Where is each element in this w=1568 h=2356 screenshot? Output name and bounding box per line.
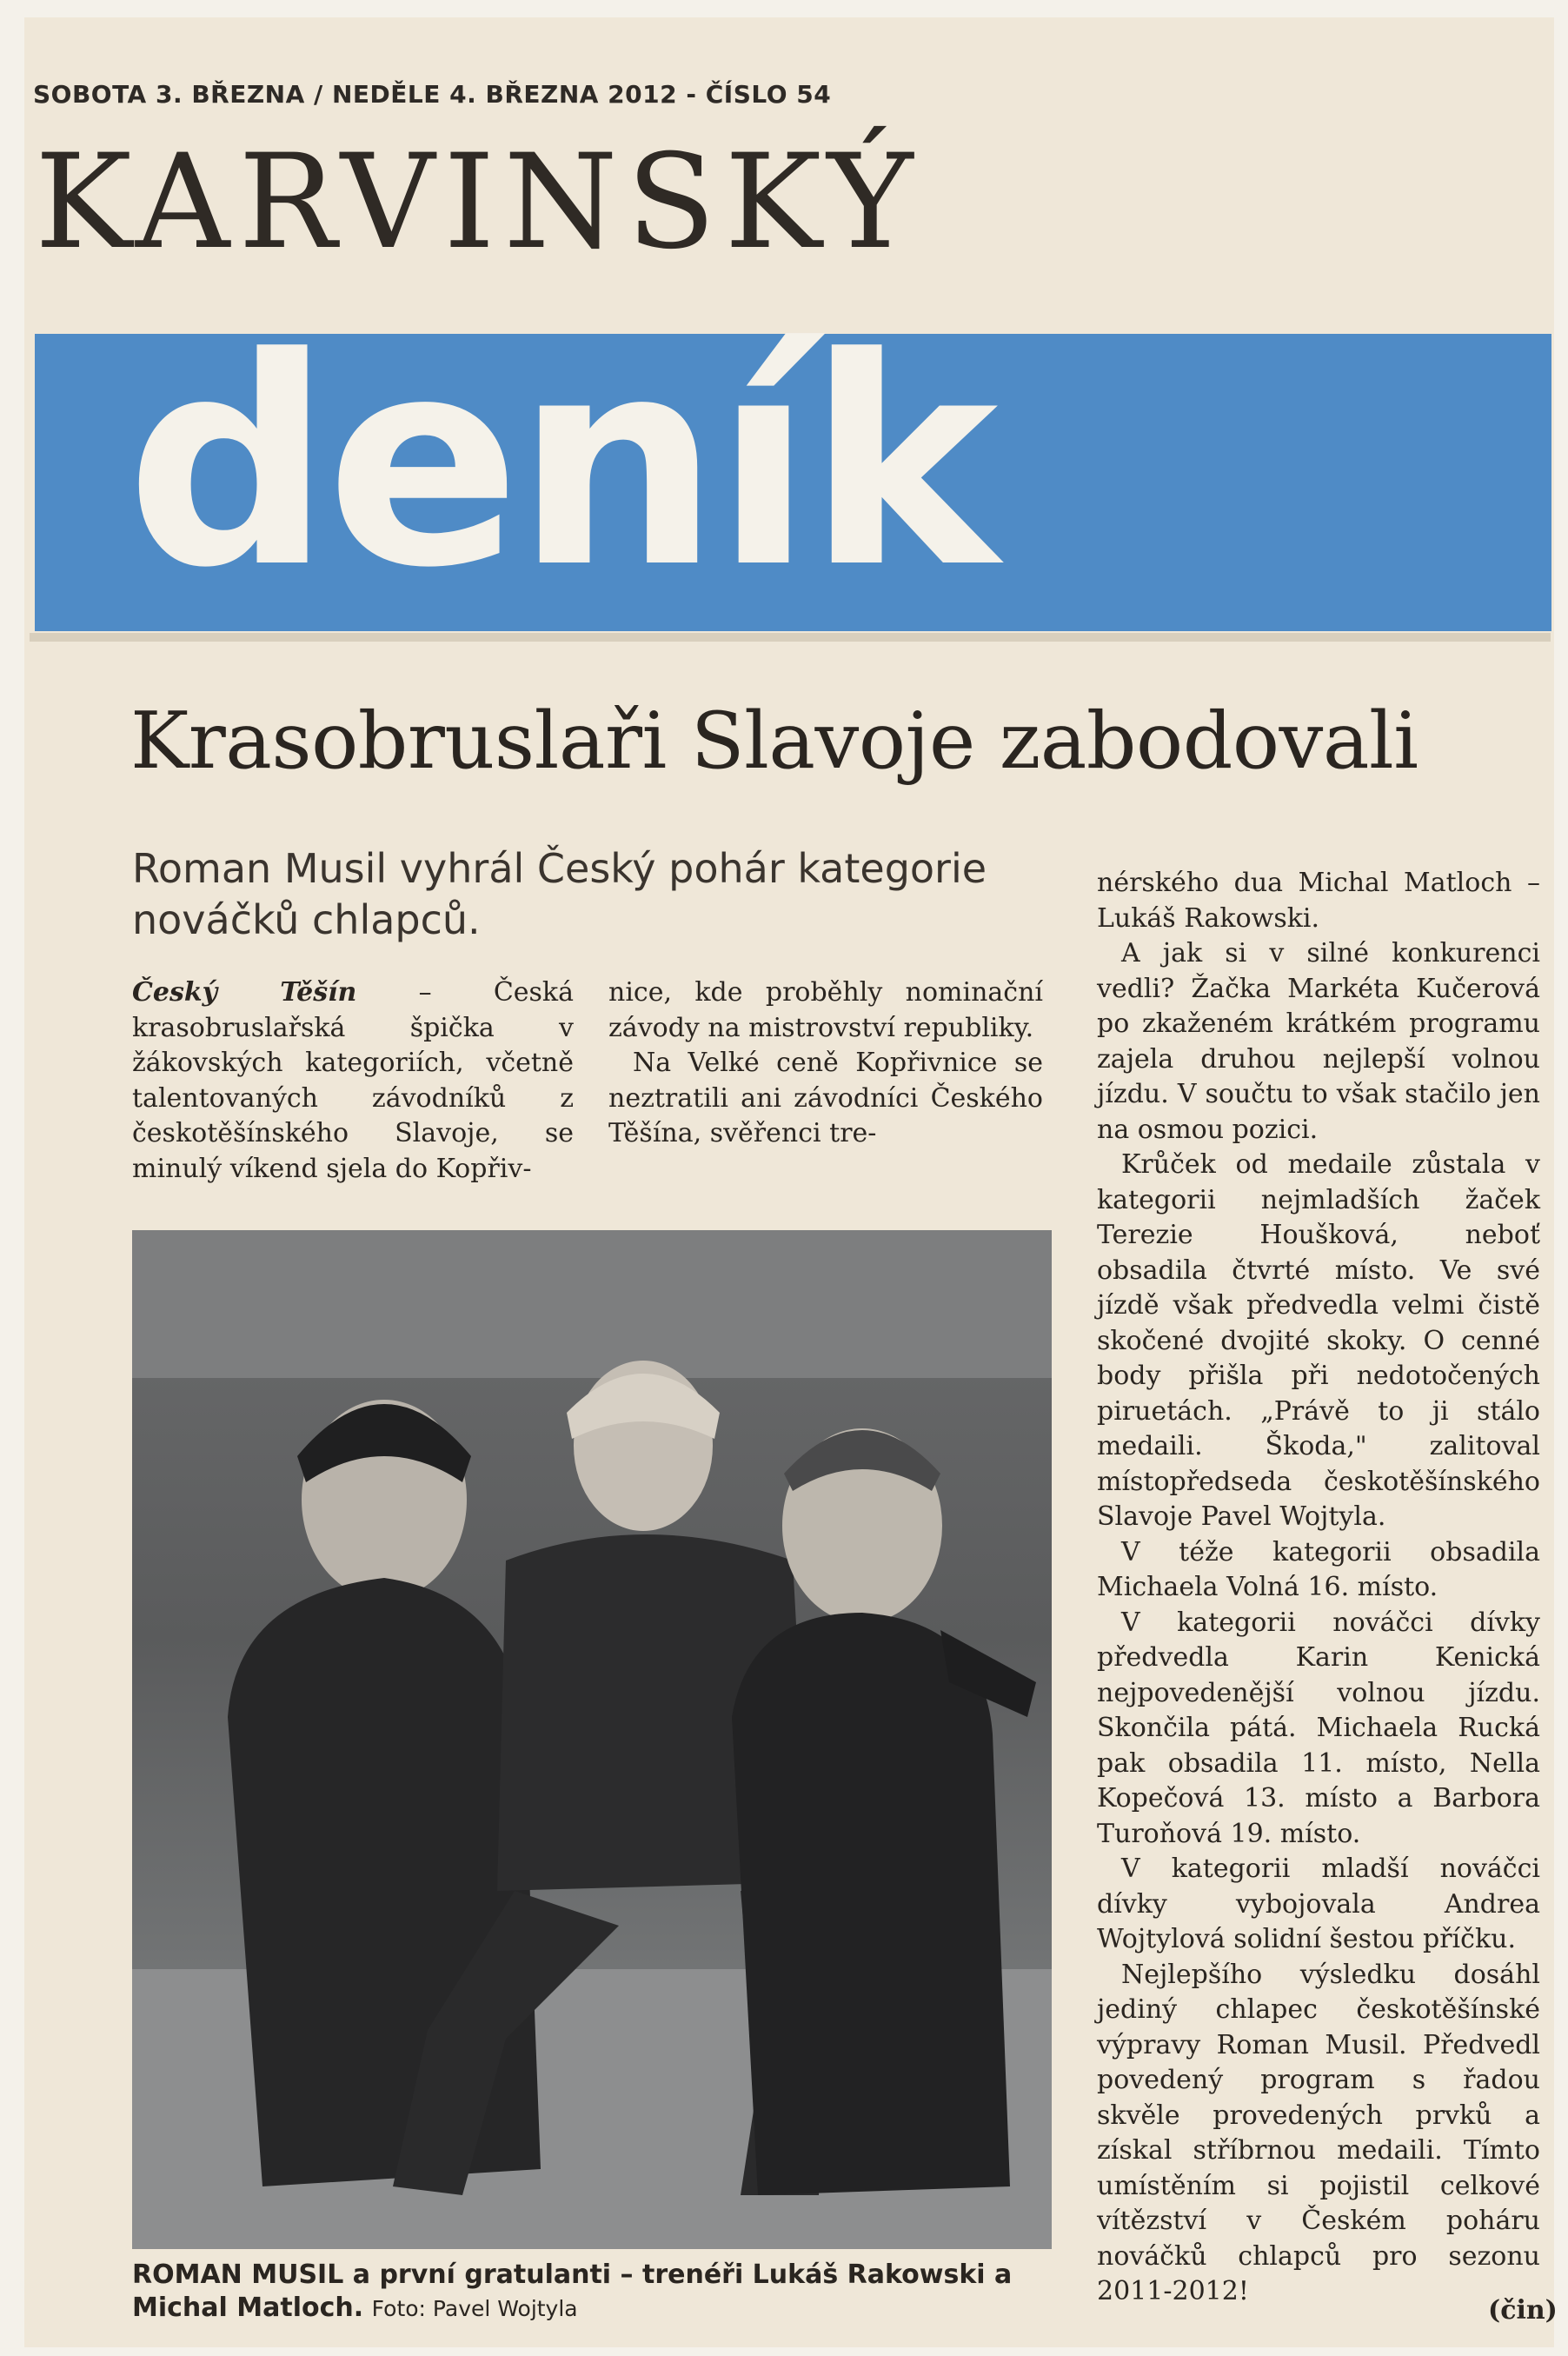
article-column-3	[1097, 866, 1540, 2310]
column-2-paragraph: nice, kde proběhly nominační závody na mistrovství republiky.	[608, 977, 1043, 1043]
column-3-paragraph: V kategorii mladší nováčci dívky vybojovala Andrea Wojtylová solidní šestou příčku.	[1097, 1854, 1540, 1954]
column-3-paragraph: A jak si v silné konkurenci vedli? Žačka Markéta Kučerová po zkaženém krátkém programu zajela druhou nejlepší volnou jízdu. V součtu to však stačilo jen na osmou pozici.	[1097, 938, 1540, 1145]
article-location: Český Těšín	[132, 977, 357, 1008]
column-3-paragraph: nérského dua Michal Matloch – Lukáš Rakowski.	[1097, 868, 1540, 934]
photo-figures	[132, 1230, 1052, 2249]
column-3-paragraph: Nejlepšího výsledku dosáhl jediný chlapec českotěšínské výpravy Roman Musil. Předvedl povedený program s řadou skvěle provedených prvků a získal stříbrnou medaili. Tímto umístěním si pojistil celkové vítězství v Českém poháru nováčků chlapců pro sezonu 2011-2012!	[1097, 1959, 1540, 2306]
column-2-paragraph: Na Velké ceně Kopřivnice se neztratili ani závodníci Českého Těšína, svěřenci tre-	[608, 1048, 1043, 1148]
photo-caption	[132, 2259, 1058, 2326]
column-1-paragraph	[132, 975, 574, 1187]
masthead-title-bottom: deník	[126, 296, 993, 630]
caption-text: ROMAN MUSIL a první gratulanti – trenéři Lukáš Rakowski a Michal Matloch.	[132, 2259, 1013, 2323]
column-3-paragraph: Krůček od medaile zůstala v kategorii nejmladších žaček Terezie Houšková, neboť obsadila čtvrté místo. Ve své jízdě však předvedla velmi čistě skočené dvojité skoky. O cenné body přišla při nedotočených piruetách. „Právě to ji stálo medaili. Škoda," zalitoval místopředseda českotěšínského Slavoje Pavel Wojtyla.	[1097, 1149, 1540, 1532]
article-column-1	[132, 975, 574, 1187]
column-1-text: – Česká krasobruslařská špička v žákovských kategoriích, včetně talentovaných závodníků z českotěšínského Slavoje, se minulý víkend sjela do Kopřiv-	[132, 977, 574, 1184]
article-column-2	[608, 975, 1043, 1152]
clipping-edge	[30, 633, 1551, 642]
masthead-title-top: KARVINSKÝ	[35, 127, 922, 278]
article-headline: Krasobruslaři Slavoje zabodovali	[130, 695, 1419, 787]
column-3-paragraph: V téže kategorii obsadila Michaela Volná 16. místo.	[1097, 1536, 1540, 1602]
article-photo	[132, 1230, 1052, 2249]
author-signature: (čin)	[1488, 2295, 1558, 2326]
issue-dateline: SOBOTA 3. BŘEZNA / NEDĚLE 4. BŘEZNA 2012 - ČÍSLO 54	[33, 80, 832, 109]
article-deck: Roman Musil vyhrál Český pohár kategorie nováčků chlapců.	[132, 845, 987, 943]
photo-credit: Foto: Pavel Wojtyla	[371, 2296, 578, 2321]
column-3-paragraph: V kategorii nováčci dívky předvedla Karin Kenická nejpovedenější volnou jízdu. Skončila pátá. Michaela Rucká pak obsadila 11. místo, Nella Kopečová 13. místo a Barbora Turoňová 19. místo.	[1097, 1607, 1540, 1849]
